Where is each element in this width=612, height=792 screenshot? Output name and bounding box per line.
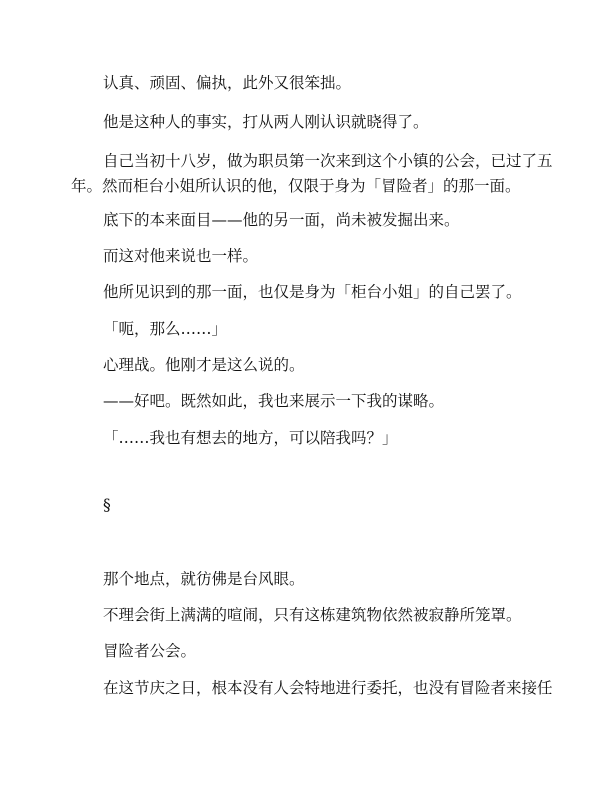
paragraph-8: 心理战。他刚才是这么说的。 bbox=[103, 356, 305, 374]
paragraph-5: 而这对他来说也一样。 bbox=[103, 247, 259, 265]
paragraph-3-line-1: 自己当初十八岁，做为职员第一次来到这个小镇的公会，已过了五 bbox=[103, 152, 553, 170]
paragraph-2: 他是这种人的事实，打从两人刚认识就晓得了。 bbox=[103, 113, 429, 131]
paragraph-6: 他所见识到的那一面，也仅是身为「柜台小姐」的自己罢了。 bbox=[103, 283, 522, 301]
paragraph-12: 不理会街上满满的喧闹，只有这栋建筑物依然被寂静所笼罩。 bbox=[103, 606, 522, 624]
paragraph-3-line-2: 年。然而柜台小姐所认识的他，仅限于身为「冒险者」的那一面。 bbox=[71, 177, 521, 195]
paragraph-10: 「……我也有想去的地方，可以陪我吗？」 bbox=[103, 429, 398, 447]
paragraph-1: 认真、顽固、偏执，此外又很笨拙。 bbox=[103, 74, 352, 92]
paragraph-9: ——好吧。既然如此，我也来展示一下我的谋略。 bbox=[103, 392, 445, 410]
paragraph-4: 底下的本来面目——他的另一面，尚未被发掘出来。 bbox=[103, 211, 460, 229]
paragraph-7: 「呃，那么……」 bbox=[103, 320, 228, 338]
paragraph-13: 冒险者公会。 bbox=[103, 642, 197, 660]
paragraph-14: 在这节庆之日，根本没有人会特地进行委托，也没有冒险者来接任 bbox=[103, 679, 553, 697]
paragraph-11: 那个地点，就彷佛是台风眼。 bbox=[103, 570, 305, 588]
section-mark: § bbox=[103, 496, 111, 514]
